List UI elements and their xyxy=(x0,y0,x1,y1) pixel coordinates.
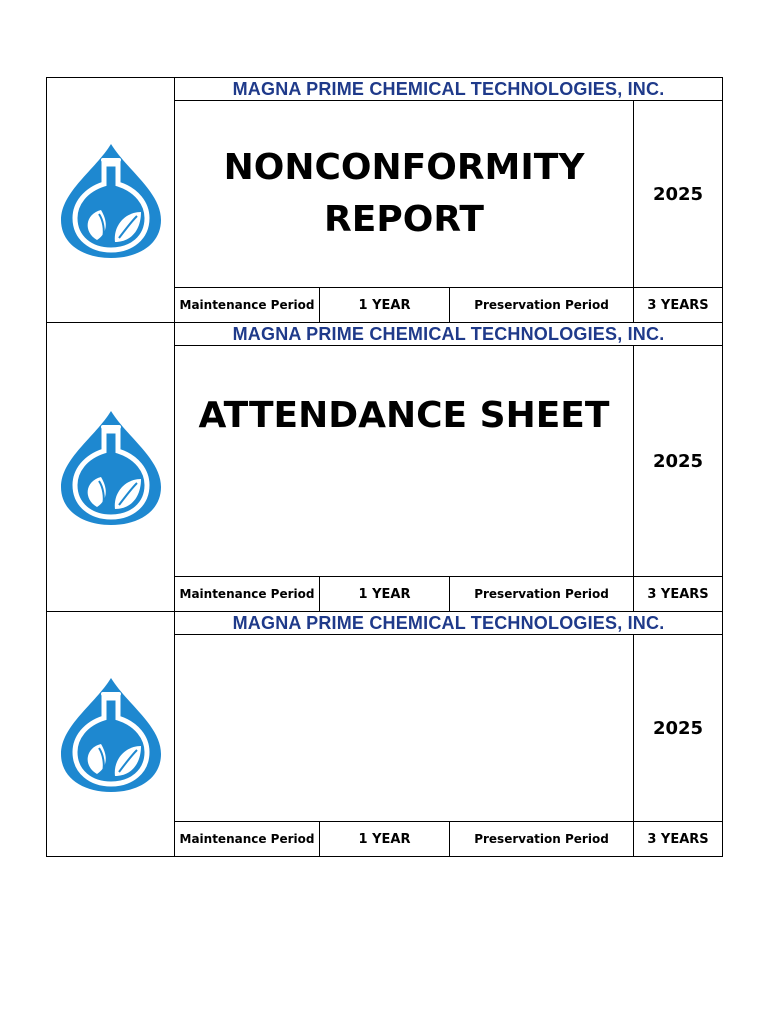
year-value: 2025 xyxy=(634,346,723,577)
year-value: 2025 xyxy=(634,635,723,822)
file-label xyxy=(46,611,723,857)
maintenance-period-label: Maintenance Period xyxy=(175,822,320,857)
document-title: NONCONFORMITY REPORT xyxy=(175,101,634,288)
preservation-period-value: 3 YEARS xyxy=(634,288,723,323)
preservation-period-value: 3 YEARS xyxy=(634,577,723,612)
flask-leaf-drop-icon xyxy=(57,140,165,260)
maintenance-period-value: 1 YEAR xyxy=(320,577,450,612)
label-sheet xyxy=(46,77,722,857)
maintenance-period-label: Maintenance Period xyxy=(175,288,320,323)
flask-leaf-drop-icon xyxy=(57,674,165,794)
preservation-period-label: Preservation Period xyxy=(450,577,634,612)
company-name: MAGNA PRIME CHEMICAL TECHNOLOGIES, INC. xyxy=(175,612,723,635)
preservation-period-label: Preservation Period xyxy=(450,822,634,857)
maintenance-period-value: 1 YEAR xyxy=(320,822,450,857)
maintenance-period-value: 1 YEAR xyxy=(320,288,450,323)
flask-leaf-drop-icon xyxy=(57,407,165,527)
document-title: ATTENDANCE SHEET xyxy=(175,346,634,577)
logo-cell xyxy=(47,323,175,612)
logo-cell xyxy=(47,78,175,323)
company-name: MAGNA PRIME CHEMICAL TECHNOLOGIES, INC. xyxy=(175,78,723,101)
company-name: MAGNA PRIME CHEMICAL TECHNOLOGIES, INC. xyxy=(175,323,723,346)
file-label xyxy=(46,322,723,612)
year-value: 2025 xyxy=(634,101,723,288)
file-label xyxy=(46,77,723,323)
maintenance-period-label: Maintenance Period xyxy=(175,577,320,612)
preservation-period-label: Preservation Period xyxy=(450,288,634,323)
preservation-period-value: 3 YEARS xyxy=(634,822,723,857)
logo-cell xyxy=(47,612,175,857)
document-title xyxy=(175,635,634,822)
